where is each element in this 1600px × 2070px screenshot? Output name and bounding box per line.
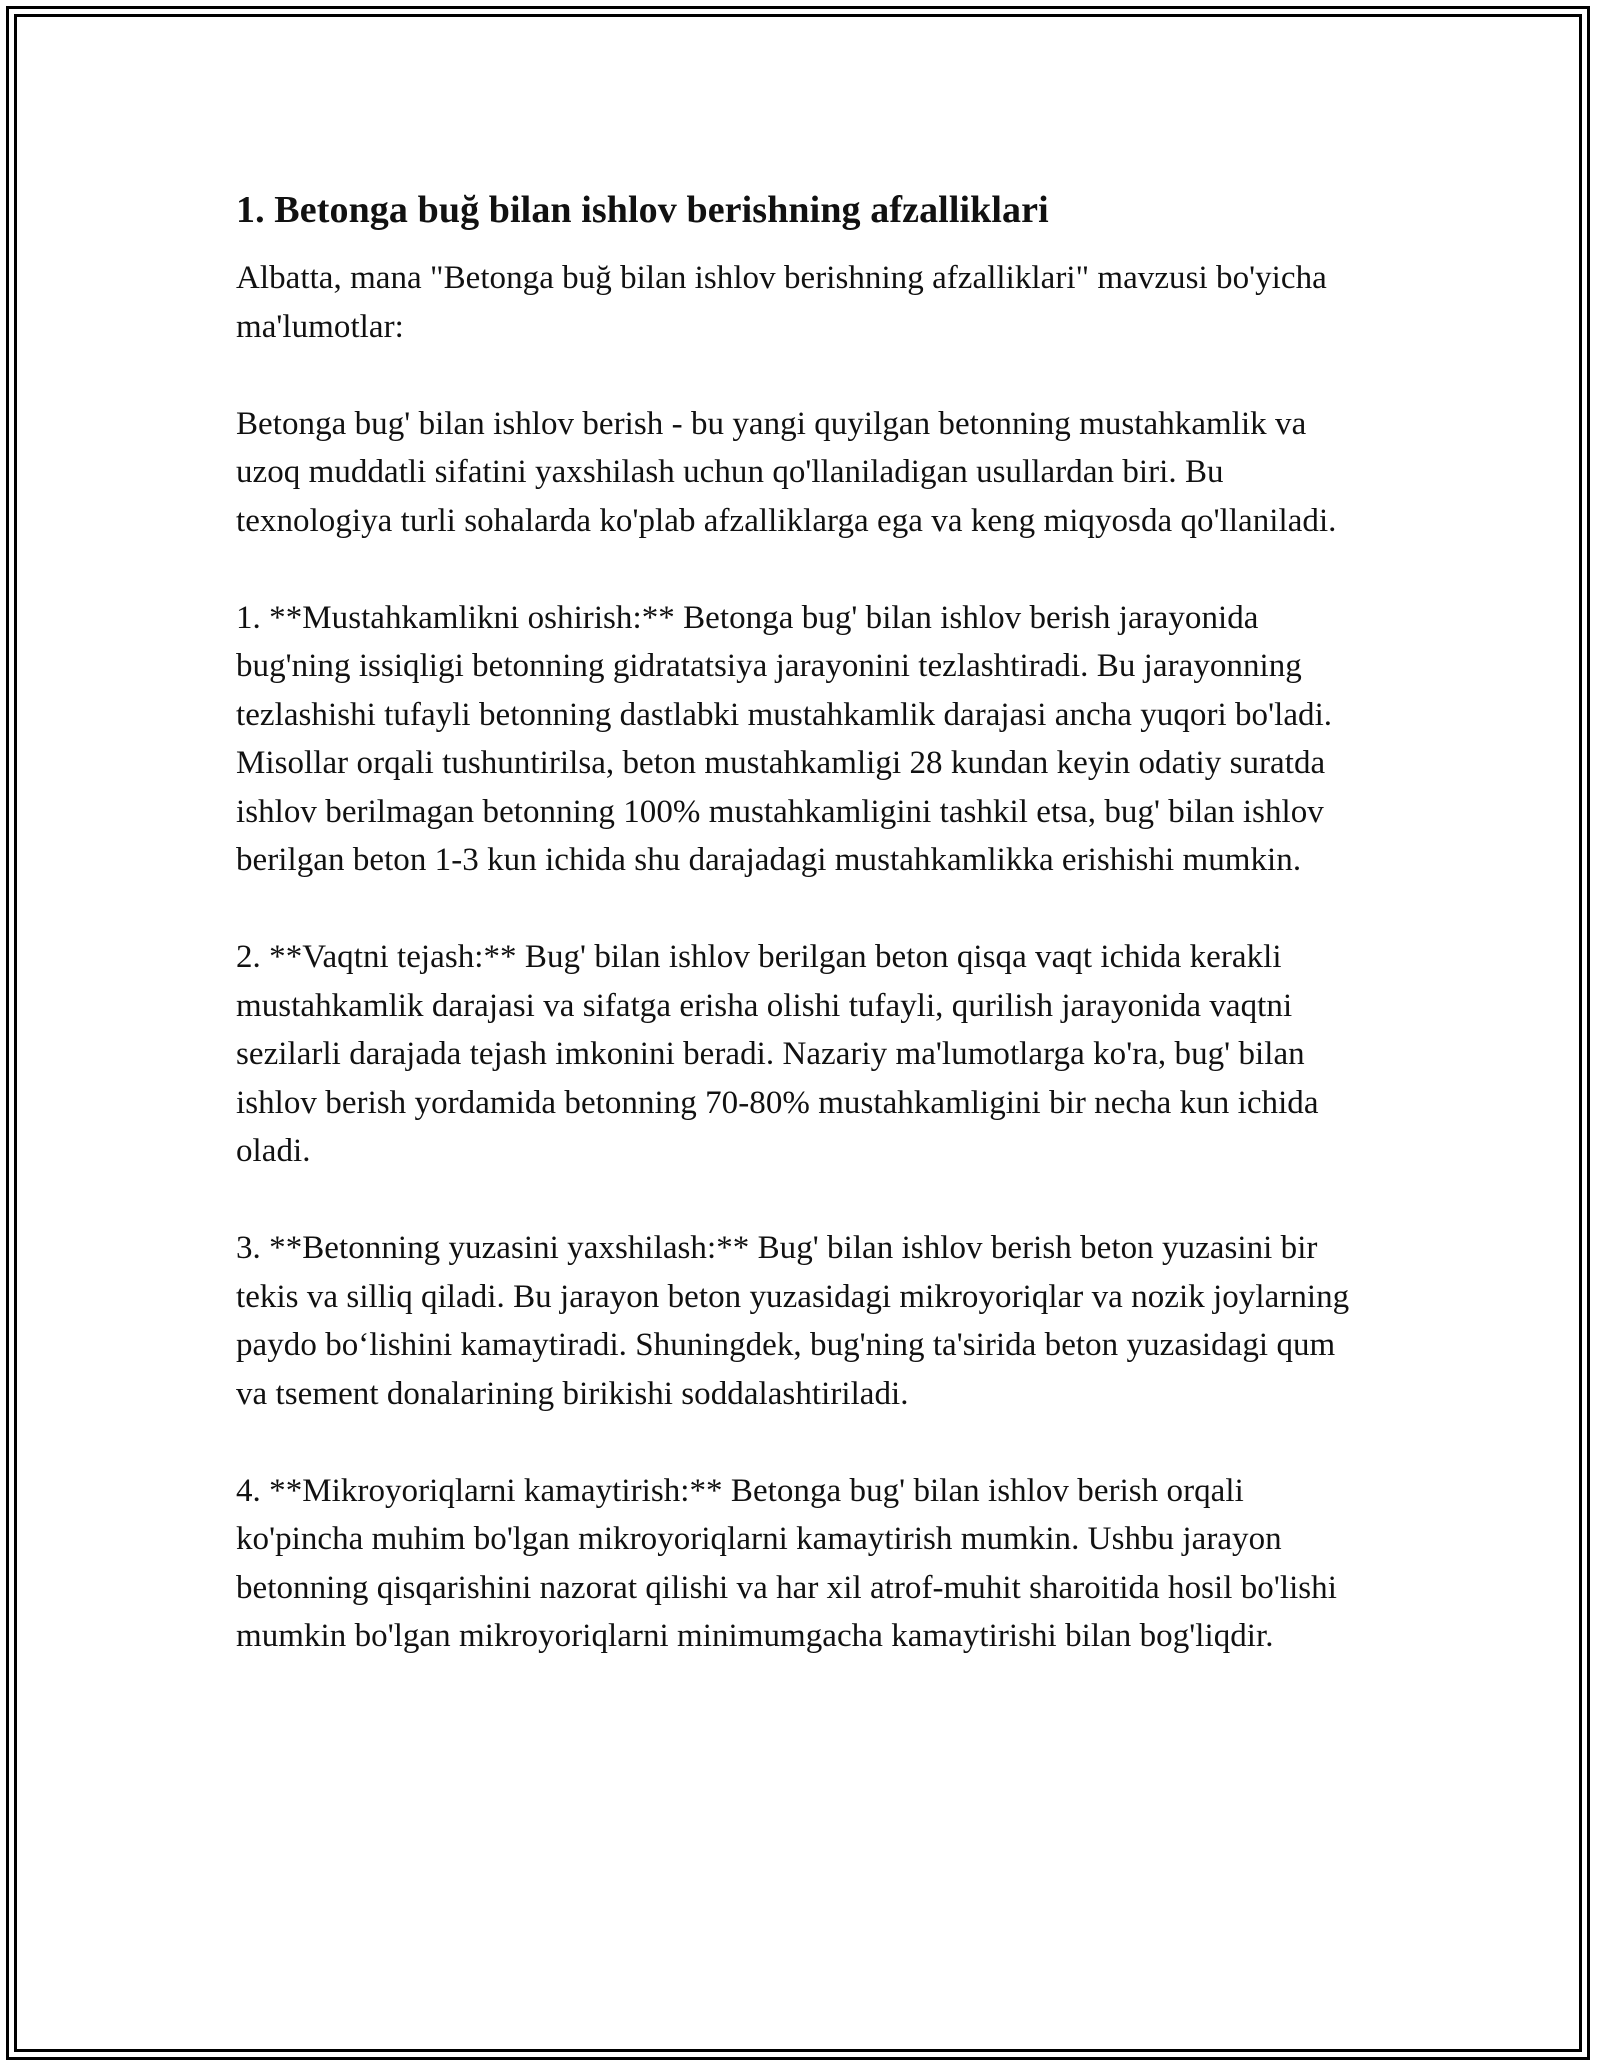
point-1-paragraph: 1. **Mustahkamlikni oshirish:** Betonga bug' bilan ishlov berish jarayonida bug'ning issiqligi betonning gidratatsiya jarayonini tezlashtiradi. Bu jarayonning tezlashishi tufayli betonning dastlabki mustahkamlik darajasi ancha yuqori bo'ladi. Misollar orqali tushuntirilsa, beton mustahkamligi 28 kundan keyin odatiy suratda ishlov berilmagan betonning 100% mustahkamligini tashkil etsa, bug' bilan ishlov berilgan beton 1-3 kun ichida shu darajadagi mustahkamlikka erishishi mumkin.: [236, 599, 1333, 878]
point-4-paragraph: 4. **Mikroyoriqlarni kamaytirish:** Betonga bug' bilan ishlov berish orqali ko'pincha muhim bo'lgan mikroyoriqlarni kamaytirish mumkin. Ushbu jarayon betonning qisqarishini nazorat qilishi va har xil atrof-muhit sharoitida hosil bo'lishi mumkin bo'lgan mikroyoriqlarni minimumgacha kamaytirishi bilan bog'liqdir.: [236, 1472, 1337, 1654]
document-body: [236, 186, 1366, 1661]
overview-paragraph: Betonga bug' bilan ishlov berish - bu yangi quyilgan betonning mustahkamlik va uzoq muddatli sifatini yaxshilash uchun qo'llaniladigan usullardan biri. Bu texnologiya turli sohalarda ko'plab afzalliklarga ega va keng miqyosda qo'llaniladi.: [236, 405, 1337, 539]
intro-paragraph: Albatta, mana "Betonga buğ bilan ishlov berishning afzalliklari" mavzusi bo'yicha ma'lumotlar:: [236, 260, 1327, 345]
point-3-paragraph: 3. **Betonning yuzasini yaxshilash:** Bug' bilan ishlov berish beton yuzasini bir tekis va silliq qiladi. Bu jarayon beton yuzasidagi mikroyoriqlar va nozik joylarning paydo boʻlishini kamaytiradi. Shuningdek, bug'ning ta'sirida beton yuzasidagi qum va tsement donalarining birikishi soddalashtiriladi.: [236, 1230, 1350, 1412]
document-title: 1. Betonga buğ bilan ishlov berishning afzalliklari: [236, 189, 1049, 231]
point-2-paragraph: 2. **Vaqtni tejash:** Bug' bilan ishlov berilgan beton qisqa vaqt ichida kerakli mustahkamlik darajasi va sifatga erisha olishi tufayli, qurilish jarayonida vaqtni sezilarli darajada tejash imkonini beradi. Nazariy ma'lumotlarga ko'ra, bug' bilan ishlov berish yordamida betonning 70-80% mustahkamligini bir necha kun ichida oladi.: [236, 939, 1319, 1169]
